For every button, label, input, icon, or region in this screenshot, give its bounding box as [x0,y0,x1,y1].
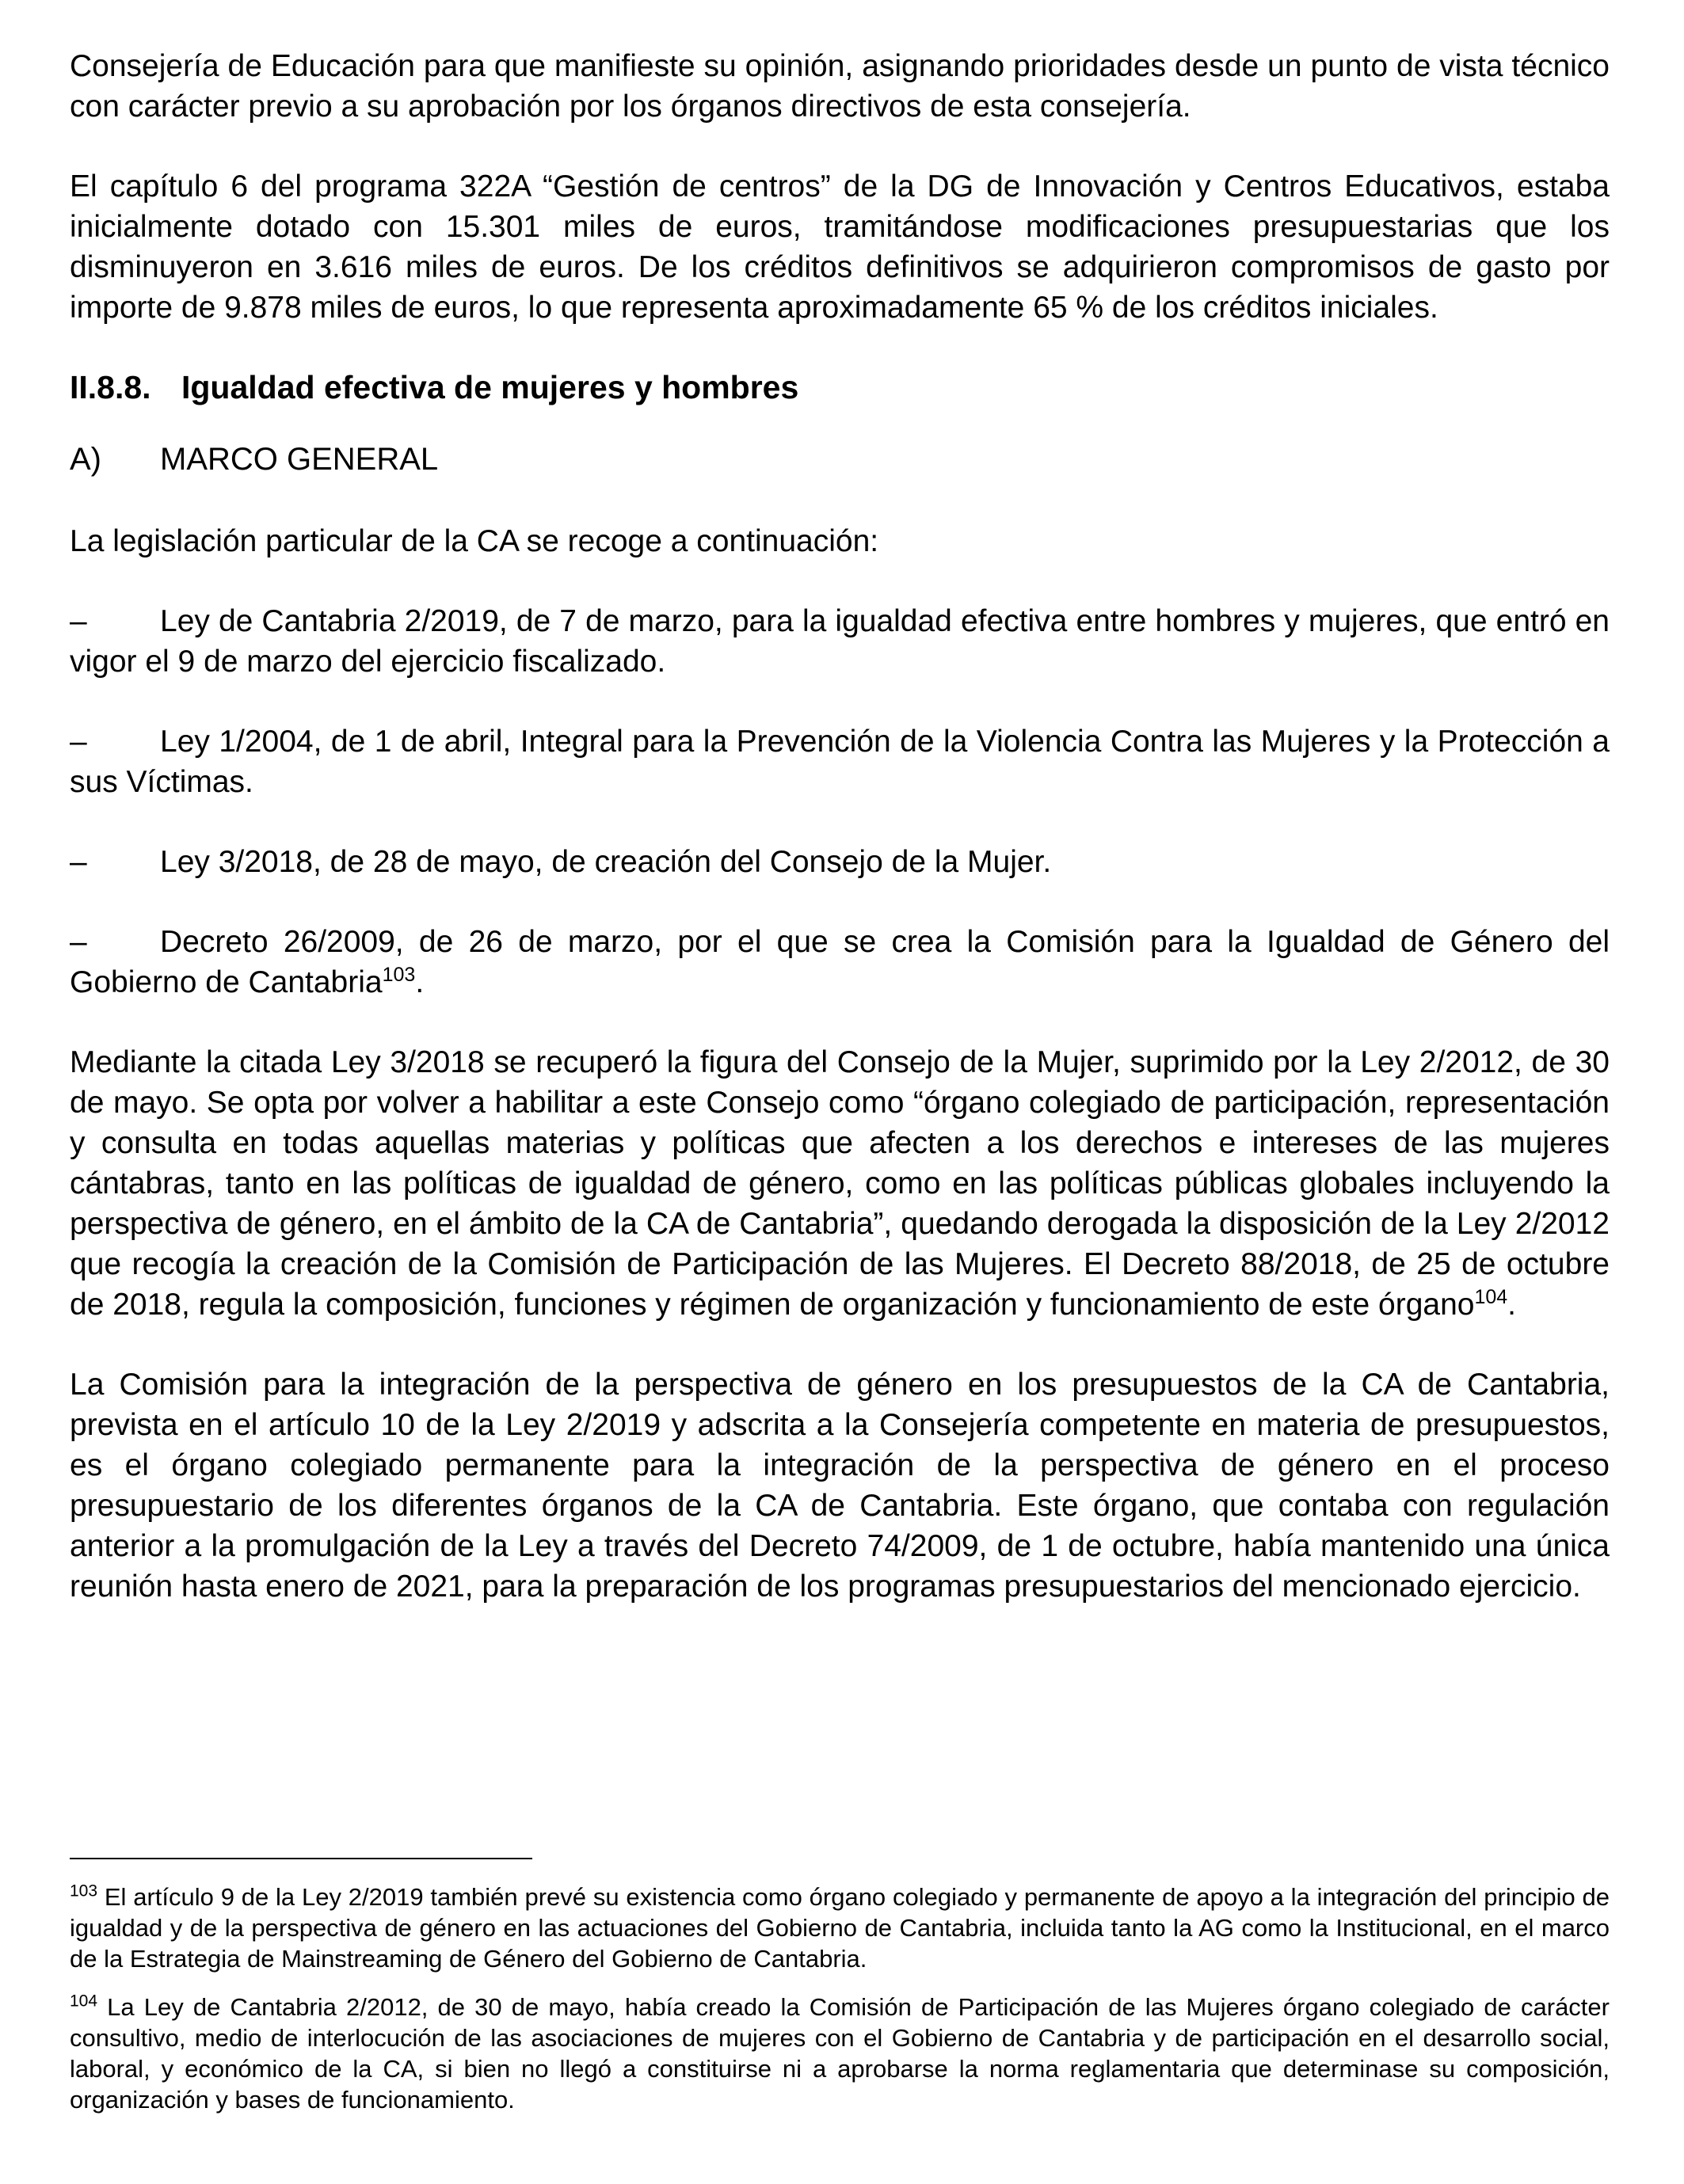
list-item-text: Ley 1/2004, de 1 de abril, Integral para la Prevención de la Violencia Contra las Mujeres y la Protección a sus Víctimas. [70,725,1610,799]
footnote-ref-104[interactable]: 104 [1474,1286,1508,1308]
section-title: Igualdad efectiva de mujeres y hombres [181,369,799,405]
section-number: II.8.8. [70,369,151,405]
footnote-number: 104 [70,1992,98,2011]
subsection-title: MARCO GENERAL [160,442,439,477]
list-dash: – [70,925,87,959]
list-item-text: Ley de Cantabria 2/2019, de 7 de marzo, para la igualdad efectiva entre hombres y mujeres, que entró en vigor el 9 de marzo del ejercicio fiscalizado. [70,604,1610,679]
document-body [70,46,1610,1646]
list-dash: – [70,604,87,638]
subsection-letter: A) [70,442,101,477]
subsection-heading [70,439,1610,480]
list-item-text: Decreto 26/2009, de 26 de marzo, por el que se crea la Comisión para la Igualdad de Género del Gobierno de Cantabria [70,925,1610,999]
list-item [70,842,1610,882]
paragraph-consejo-mujer: Mediante la citada Ley 3/2018 se recuperó la figura del Consejo de la Mujer, suprimido por la Ley 2/2012, de 30 de mayo. Se opta por volver a habilitar a este Consejo como “órgano colegiado de participación, representación y consulta en todas aquellas materias y políticas que afecten a los derechos e intereses de las mujeres cántabras, tanto en las políticas de igualdad de género, como en las políticas públicas globales incluyendo la perspectiva de género, en el ámbito de la CA de Cantabria”, quedando derogada la disposición de la Ley 2/2012 que recogía la creación de la Comisión de Participación de las Mujeres. El Decreto 88/2018, de 25 de octubre de 2018, regula la composición, funciones y régimen de organización y funcionamiento de este órgano$^{104}$. [70,1045,1610,1322]
footnote-ref-103[interactable]: 103 [382,964,416,986]
list-item: – Decreto 26/2009, de 26 de marzo, por el que se crea la Comisión para la Igualdad de Género del Gobierno de Cantabria$^{103}$. [70,922,1610,1003]
footnote-text: La Ley de Cantabria 2/2012, de 30 de mayo, había creado la Comisión de Participación de las Mujeres órgano colegiado de carácter consultivo, medio de interlocución de las asociaciones de mujeres con el Gobierno de Cantabria y de participación en el desarrollo social, laboral, y económico de la CA, si bien no llegó a constituirse ni a aprobarse la norma reglamentaria que determinase su composición, organización y bases de funcionamiento. [70,1993,1610,2114]
legislation-intro: La legislación particular de la CA se recoge a continuación: [70,524,879,558]
footnote-103 [70,1882,1610,1974]
paragraph-comision: La Comisión para la integración de la perspectiva de género en los presupuestos de la CA de Cantabria, prevista en el artículo 10 de la Ley 2/2019 y adscrita a la Consejería competente en materia de presupuestos, es el órgano colegiado permanente para la integración de la perspectiva de género en el proceso presupuestario de los diferentes órganos de la CA de Cantabria. Este órgano, que contaba con regulación anterior a la promulgación de la Ley a través del Decreto 74/2009, de 1 de octubre, había mantenido una única reunión hasta enero de 2021, para la preparación de los programas presupuestarios del mencionado ejercicio. [70,1368,1610,1604]
list-dash: – [70,725,87,759]
footnote-separator [70,1858,532,1859]
paragraph-text: Mediante la citada Ley 3/2018 se recuperó la figura del Consejo de la Mujer, suprimido por la Ley 2/2012, de 30 de mayo. Se opta por volver a habilitar a este Consejo como “órgano colegiado de participación, representación y consulta en todas aquellas materias y políticas que afecten a los derechos e intereses de las mujeres cántabras, tanto en las políticas de igualdad de género, como en las políticas públicas globales incluyendo la perspectiva de género, en el ámbito de la CA de Cantabria”, quedando derogada la disposición de la Ley 2/2012 que recogía la creación de la Comisión de Participación de las Mujeres. El Decreto 88/2018, de 25 de octubre de 2018, regula la composición, funciones y régimen de organización y funcionamiento de este órgano [70,1045,1610,1322]
list-item [70,601,1610,682]
footnote-104 [70,1992,1610,2115]
footnote-number: 103 [70,1882,98,1901]
list-item-text: Ley 3/2018, de 28 de mayo, de creación del Consejo de la Mujer. [160,845,1052,879]
section-heading [70,367,1610,408]
footnotes [70,1858,1610,2133]
list-dash: – [70,845,87,879]
list-item [70,721,1610,802]
paragraph-consejeria: Consejería de Educación para que manifieste su opinión, asignando prioridades desde un punto de vista técnico con carácter previo a su aprobación por los órganos directivos de esta consejería. [70,49,1610,124]
footnote-text: El artículo 9 de la Ley 2/2019 también prevé su existencia como órgano colegiado y permanente de apoyo a la integración del principio de igualdad y de la perspectiva de género en las actuaciones del Gobierno de Cantabria, incluida tanto la AG como la Institucional, en el marco de la Estrategia de Mainstreaming de Género del Gobierno de Cantabria. [70,1883,1610,1973]
paragraph-capitulo-6: El capítulo 6 del programa 322A “Gestión de centros” de la DG de Innovación y Centros Educativos, estaba inicialmente dotado con 15.301 miles de euros, tramitándose modificaciones presupuestarias que los disminuyeron en 3.616 miles de euros. De los créditos definitivos se adquirieron compromisos de gasto por importe de 9.878 miles de euros, lo que representa aproximadamente 65 % de los créditos iniciales. [70,169,1610,325]
